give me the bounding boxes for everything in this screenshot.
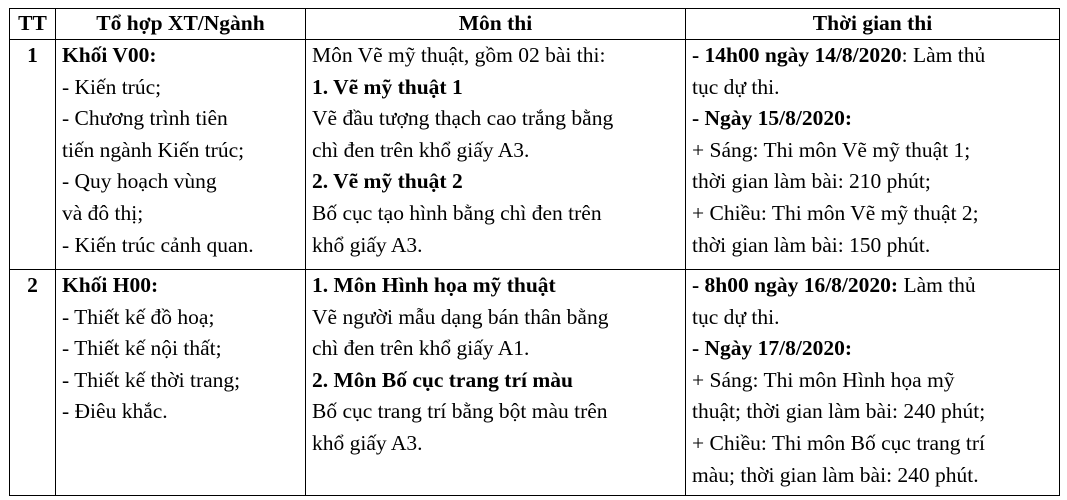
morning-session: thuật; thời gian làm bài: 240 phút; xyxy=(692,399,986,424)
exam-day: - Ngày 15/8/2020: xyxy=(692,106,853,131)
row-number: 2 xyxy=(10,270,56,496)
time-cell xyxy=(686,270,1060,496)
checkin-datetime: - 8h00 ngày 16/8/2020: xyxy=(692,273,899,297)
exam-title: 2. Vẽ mỹ thuật 2 xyxy=(312,169,463,194)
major-item: - Điêu khắc. xyxy=(62,399,168,424)
table-row xyxy=(10,270,1060,496)
checkin-note: : Làm thủ xyxy=(901,43,986,67)
block-name: Khối H00: xyxy=(62,273,159,297)
afternoon-session: màu; thời gian làm bài: 240 phút. xyxy=(692,462,979,487)
block-name: Khối V00: xyxy=(62,43,157,67)
table-row xyxy=(10,40,1060,270)
checkin-note-cont: tục dự thi. xyxy=(692,74,780,99)
checkin-datetime: - 14h00 ngày 14/8/2020 xyxy=(692,43,902,67)
major-item: - Thiết kế đồ hoạ; xyxy=(62,304,215,329)
afternoon-session: + Chiều: Thi môn Vẽ mỹ thuật 2; xyxy=(692,200,979,225)
checkin-line xyxy=(692,40,1053,72)
header-subject: Môn thi xyxy=(306,9,686,40)
exam-title: 2. Môn Bố cục trang trí màu xyxy=(312,367,573,392)
exam-desc: chì đen trên khổ giấy A1. xyxy=(312,336,530,361)
exam-desc: Vẽ người mẫu dạng bán thân bằng xyxy=(312,304,609,329)
major-item: - Thiết kế nội thất; xyxy=(62,336,222,361)
group-cell xyxy=(56,40,306,270)
header-tt: TT xyxy=(10,9,56,40)
exam-desc: Bố cục tạo hình bằng chì đen trên xyxy=(312,200,602,225)
checkin-note-cont: tục dự thi. xyxy=(692,304,780,329)
major-item: - Kiến trúc cảnh quan. xyxy=(62,232,254,257)
afternoon-session: thời gian làm bài: 150 phút. xyxy=(692,232,931,257)
afternoon-session: + Chiều: Thi môn Bố cục trang trí xyxy=(692,430,985,455)
header-time: Thời gian thi xyxy=(686,9,1060,40)
subject-cell xyxy=(306,270,686,496)
exam-desc: chì đen trên khổ giấy A3. xyxy=(312,137,530,162)
major-item: - Chương trình tiên xyxy=(62,106,228,131)
major-item: - Kiến trúc; xyxy=(62,74,162,99)
table-header-row xyxy=(10,9,1060,40)
major-item: - Thiết kế thời trang; xyxy=(62,367,241,392)
exam-title: 1. Môn Hình họa mỹ thuật xyxy=(312,273,556,297)
morning-session: thời gian làm bài: 210 phút; xyxy=(692,169,931,194)
group-cell xyxy=(56,270,306,496)
subject-cell xyxy=(306,40,686,270)
exam-desc: Vẽ đầu tượng thạch cao trắng bằng xyxy=(312,106,614,131)
major-item: - Quy hoạch vùng xyxy=(62,169,217,194)
checkin-note: Làm thủ xyxy=(898,273,976,297)
exam-desc: Bố cục trang trí bằng bột màu trên xyxy=(312,399,608,424)
exam-schedule-table xyxy=(9,8,1060,496)
morning-session: + Sáng: Thi môn Hình họa mỹ xyxy=(692,367,955,392)
time-cell xyxy=(686,40,1060,270)
exam-desc: khổ giấy A3. xyxy=(312,232,423,257)
major-item: tiến ngành Kiến trúc; xyxy=(62,137,245,162)
header-group: Tổ hợp XT/Ngành xyxy=(56,9,306,40)
exam-day: - Ngày 17/8/2020: xyxy=(692,336,853,361)
exam-title: 1. Vẽ mỹ thuật 1 xyxy=(312,74,463,99)
row-number: 1 xyxy=(10,40,56,270)
morning-session: + Sáng: Thi môn Vẽ mỹ thuật 1; xyxy=(692,137,971,162)
subject-intro: Môn Vẽ mỹ thuật, gồm 02 bài thi: xyxy=(312,43,606,67)
major-item: và đô thị; xyxy=(62,200,144,225)
checkin-line xyxy=(692,270,1053,302)
exam-desc: khổ giấy A3. xyxy=(312,430,423,455)
